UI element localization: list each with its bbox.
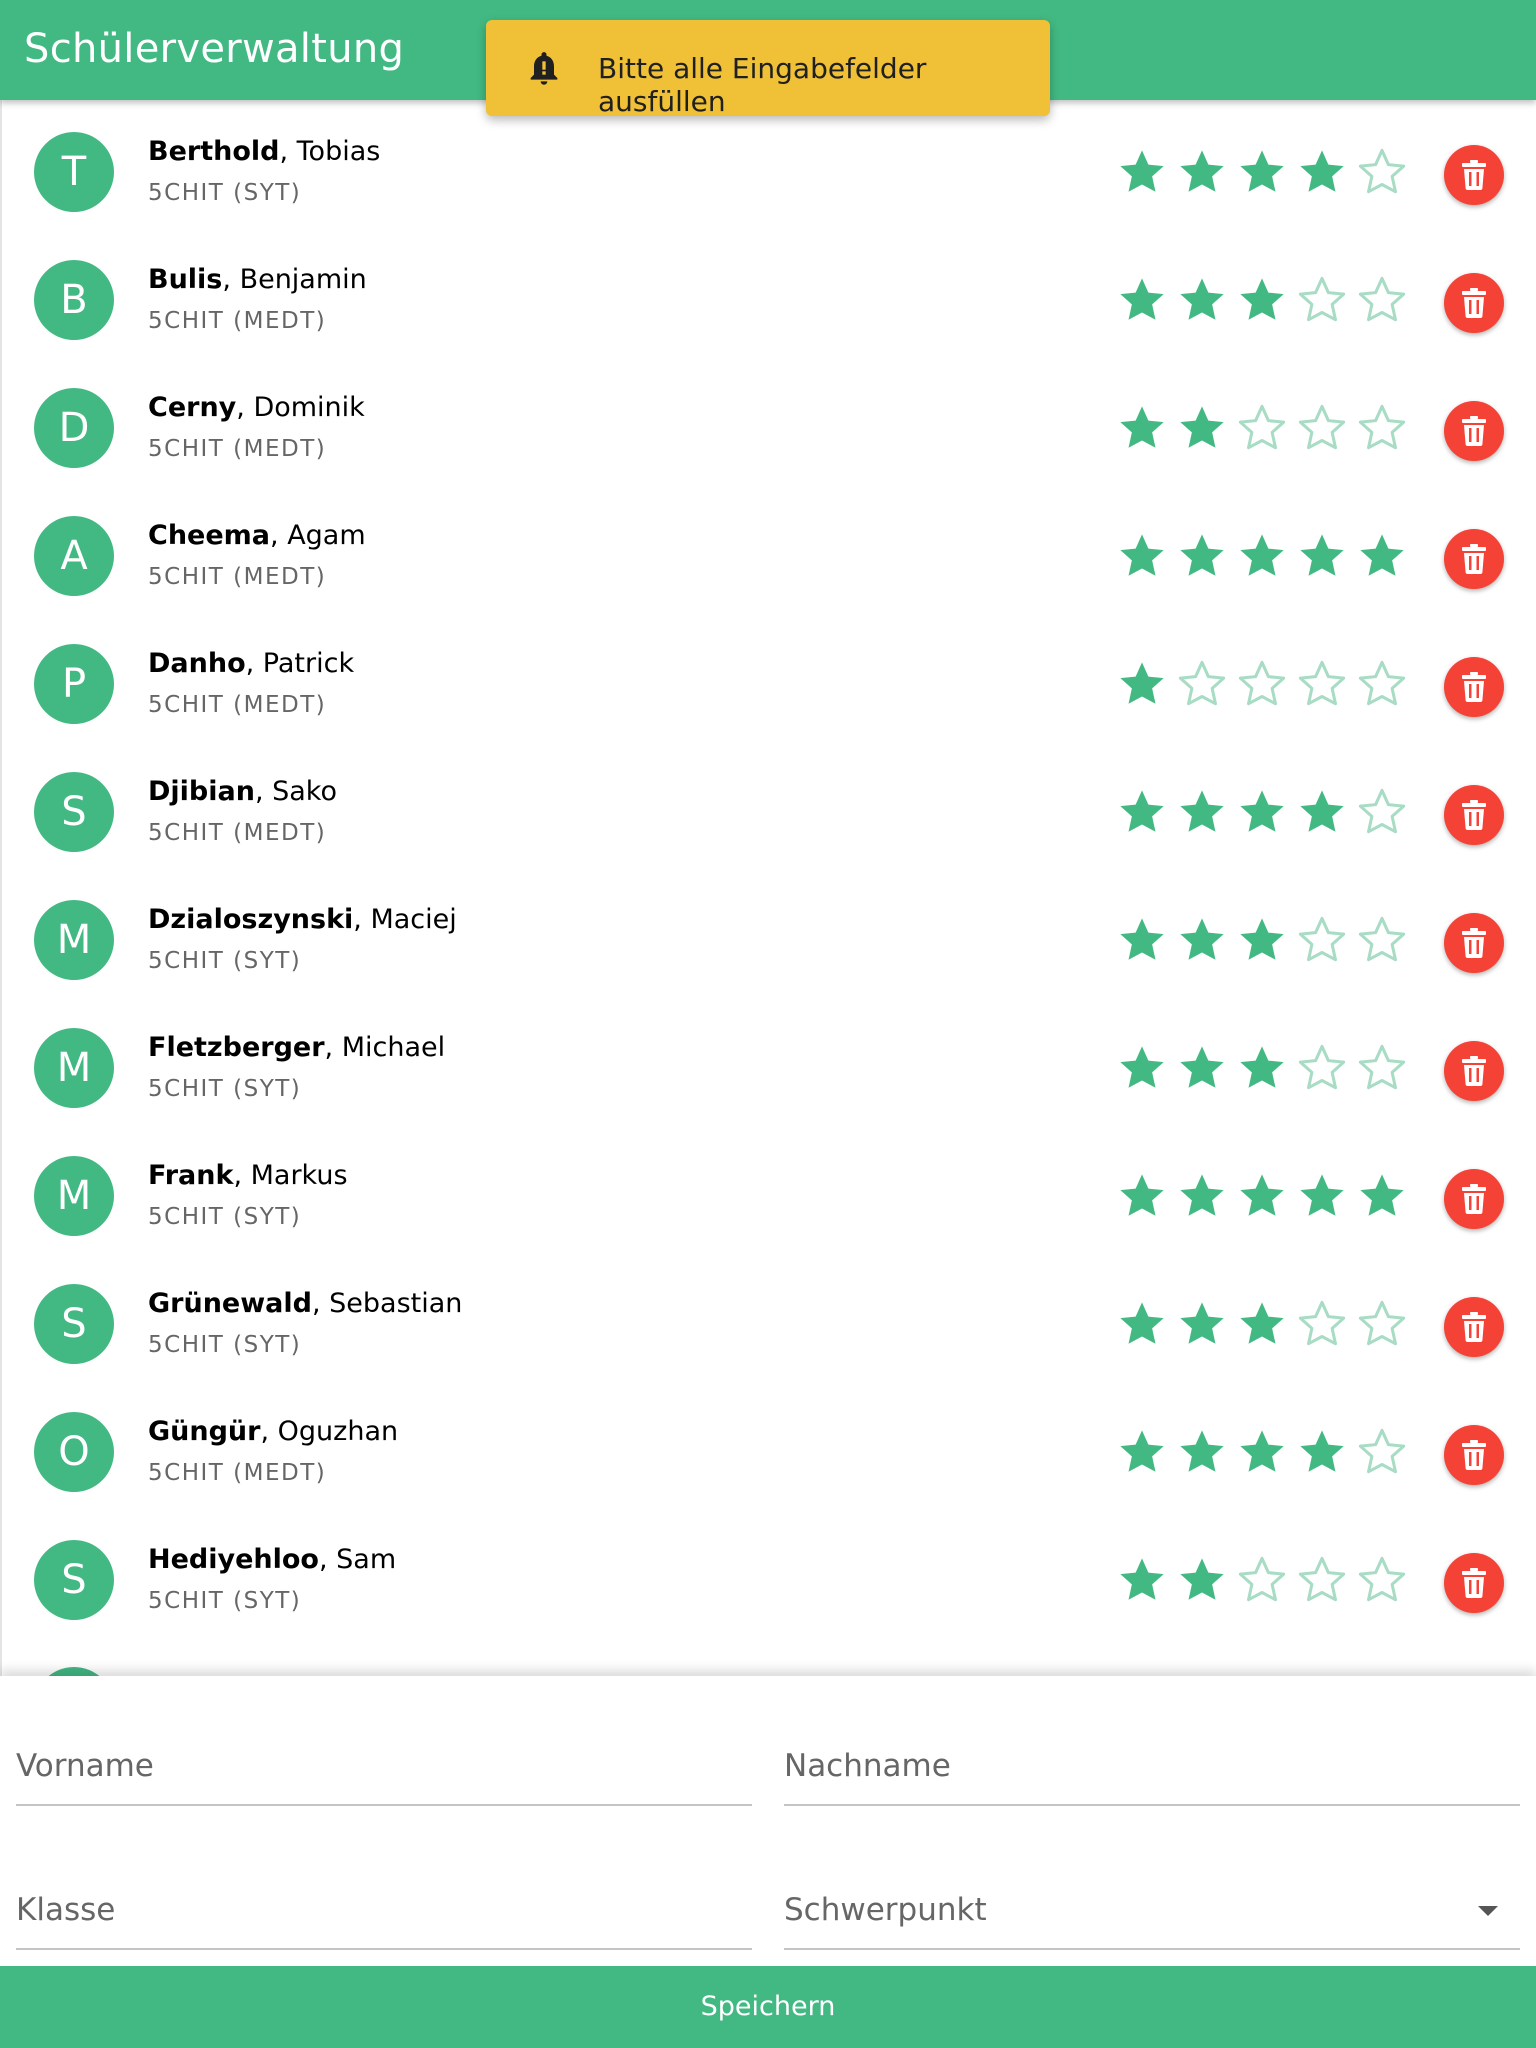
firstname-underline: [16, 1804, 752, 1806]
delete-button[interactable]: [1444, 913, 1504, 973]
student-row[interactable]: [2, 356, 1536, 484]
star-filled-icon[interactable]: [1356, 1170, 1408, 1222]
student-name: [148, 392, 365, 423]
student-firstname: Patrick: [262, 648, 355, 679]
validation-toast: [486, 20, 1050, 116]
avatar-partial: [34, 1667, 114, 1676]
name-separator: ,: [233, 1160, 251, 1191]
star-empty-icon[interactable]: [1356, 1426, 1408, 1478]
name-separator: ,: [254, 776, 273, 807]
lastname-field[interactable]: [784, 1676, 1520, 1806]
star-filled-icon[interactable]: [1236, 1298, 1288, 1350]
student-lastname: Djibian: [148, 776, 255, 807]
name-separator: ,: [279, 136, 297, 167]
star-empty-icon[interactable]: [1356, 146, 1408, 198]
trash-icon: [1461, 288, 1487, 318]
student-lastname: Dzialoszynski: [148, 904, 354, 935]
star-filled-icon[interactable]: [1176, 914, 1228, 966]
star-empty-icon[interactable]: [1176, 658, 1228, 710]
student-lastname: Bulis: [148, 264, 223, 295]
trash-icon: [1461, 1568, 1487, 1598]
student-lastname: Cerny: [148, 392, 237, 423]
student-name: [148, 1160, 348, 1191]
student-row[interactable]: [2, 1252, 1536, 1380]
toast-message: Bitte alle Eingabefelder ausfüllen: [598, 52, 927, 118]
focus-select[interactable]: [784, 1820, 1520, 1950]
star-filled-icon[interactable]: [1296, 1170, 1348, 1222]
star-empty-icon[interactable]: [1236, 658, 1288, 710]
student-name: [148, 1544, 396, 1575]
star-filled-icon[interactable]: [1116, 402, 1168, 454]
lastname-underline: [784, 1804, 1520, 1806]
delete-button[interactable]: [1444, 401, 1504, 461]
star-filled-icon[interactable]: [1236, 530, 1288, 582]
star-empty-icon[interactable]: [1356, 1042, 1408, 1094]
student-class: 5CHIT (MEDT): [148, 820, 327, 846]
student-name: [148, 1416, 398, 1447]
delete-button[interactable]: [1444, 1041, 1504, 1101]
student-row[interactable]: [2, 228, 1536, 356]
star-empty-icon[interactable]: [1356, 658, 1408, 710]
save-button[interactable]: Speichern: [0, 1966, 1536, 2048]
star-empty-icon[interactable]: [1236, 1554, 1288, 1606]
star-filled-icon[interactable]: [1116, 530, 1168, 582]
star-filled-icon[interactable]: [1176, 530, 1228, 582]
app-title: Schülerverwaltung: [24, 26, 405, 72]
student-class: 5CHIT (SYT): [148, 1588, 302, 1614]
trash-icon: [1461, 928, 1487, 958]
delete-button[interactable]: [1444, 785, 1504, 845]
star-filled-icon[interactable]: [1176, 786, 1228, 838]
student-class: 5CHIT (SYT): [148, 1204, 302, 1230]
star-filled-icon[interactable]: [1176, 1554, 1228, 1606]
student-firstname: Maciej: [370, 904, 457, 935]
bell-alert-icon: [524, 48, 564, 88]
firstname-field[interactable]: [16, 1676, 752, 1806]
star-empty-icon[interactable]: [1296, 1554, 1348, 1606]
avatar: A: [34, 516, 114, 596]
student-name: [148, 520, 366, 551]
student-lastname: Danho: [148, 648, 246, 679]
delete-button[interactable]: [1444, 145, 1504, 205]
star-empty-icon[interactable]: [1356, 274, 1408, 326]
trash-icon: [1461, 1440, 1487, 1470]
star-filled-icon[interactable]: [1116, 1042, 1168, 1094]
student-firstname: Sako: [272, 776, 338, 807]
student-class: 5CHIT (SYT): [148, 948, 302, 974]
avatar: T: [34, 132, 114, 212]
star-empty-icon[interactable]: [1296, 274, 1348, 326]
student-row[interactable]: [2, 996, 1536, 1124]
student-lastname: Frank: [148, 1160, 234, 1191]
star-filled-icon[interactable]: [1236, 1426, 1288, 1478]
student-name: [148, 1032, 445, 1063]
delete-button[interactable]: [1444, 529, 1504, 589]
student-name: [148, 1288, 462, 1319]
student-lastname: Hediyehloo: [148, 1544, 319, 1575]
name-separator: ,: [236, 392, 254, 423]
star-filled-icon[interactable]: [1176, 402, 1228, 454]
star-empty-icon[interactable]: [1356, 786, 1408, 838]
star-filled-icon[interactable]: [1236, 274, 1288, 326]
student-firstname: Agam: [287, 520, 366, 551]
star-filled-icon[interactable]: [1116, 1426, 1168, 1478]
lastname-input[interactable]: [784, 1676, 1520, 1806]
star-filled-icon[interactable]: [1116, 274, 1168, 326]
student-name: [148, 776, 337, 807]
star-filled-icon[interactable]: [1356, 530, 1408, 582]
student-row[interactable]: [2, 868, 1536, 996]
avatar: O: [34, 1412, 114, 1492]
student-form: [0, 1676, 1536, 1966]
star-filled-icon[interactable]: [1236, 1042, 1288, 1094]
delete-button[interactable]: [1444, 1169, 1504, 1229]
student-class: 5CHIT (MEDT): [148, 308, 327, 334]
student-lastname: Berthold: [148, 136, 280, 167]
star-filled-icon[interactable]: [1176, 1426, 1228, 1478]
star-filled-icon[interactable]: [1176, 274, 1228, 326]
star-filled-icon[interactable]: [1176, 1042, 1228, 1094]
firstname-input[interactable]: [16, 1676, 752, 1806]
star-empty-icon[interactable]: [1356, 402, 1408, 454]
student-class: 5CHIT (SYT): [148, 1332, 302, 1358]
name-separator: ,: [270, 520, 288, 551]
star-filled-icon[interactable]: [1236, 146, 1288, 198]
trash-icon: [1461, 416, 1487, 446]
star-filled-icon[interactable]: [1176, 1170, 1228, 1222]
name-separator: ,: [311, 1288, 330, 1319]
avatar: B: [34, 260, 114, 340]
avatar: M: [34, 900, 114, 980]
star-empty-icon[interactable]: [1356, 1554, 1408, 1606]
star-empty-icon[interactable]: [1296, 1298, 1348, 1350]
student-row[interactable]: [2, 612, 1536, 740]
student-name: [148, 264, 367, 295]
name-separator: ,: [324, 1032, 342, 1063]
student-row[interactable]: [2, 1508, 1536, 1636]
avatar: S: [34, 772, 114, 852]
star-filled-icon[interactable]: [1116, 914, 1168, 966]
avatar: S: [34, 1284, 114, 1364]
star-filled-icon[interactable]: [1236, 914, 1288, 966]
star-filled-icon[interactable]: [1176, 146, 1228, 198]
trash-icon: [1461, 160, 1487, 190]
avatar: S: [34, 1540, 114, 1620]
class-label: Klasse: [16, 1892, 116, 1928]
student-class: 5CHIT (MEDT): [148, 564, 327, 590]
name-separator: ,: [222, 264, 240, 295]
focus-label: Schwerpunkt: [784, 1892, 987, 1928]
class-field[interactable]: [16, 1820, 752, 1950]
star-empty-icon[interactable]: [1296, 1042, 1348, 1094]
student-lastname: Fletzberger: [148, 1032, 325, 1063]
star-empty-icon[interactable]: [1236, 402, 1288, 454]
avatar: M: [34, 1028, 114, 1108]
delete-button[interactable]: [1444, 657, 1504, 717]
student-firstname: Dominik: [253, 392, 365, 423]
star-empty-icon[interactable]: [1296, 402, 1348, 454]
student-row[interactable]: [2, 740, 1536, 868]
student-firstname: Oguzhan: [277, 1416, 399, 1447]
delete-button[interactable]: [1444, 1553, 1504, 1613]
star-empty-icon[interactable]: [1296, 914, 1348, 966]
star-filled-icon[interactable]: [1176, 1298, 1228, 1350]
trash-icon: [1461, 1184, 1487, 1214]
firstname-label: Vorname: [16, 1748, 154, 1784]
delete-button[interactable]: [1444, 1297, 1504, 1357]
star-filled-icon[interactable]: [1116, 1298, 1168, 1350]
star-filled-icon[interactable]: [1296, 786, 1348, 838]
star-empty-icon[interactable]: [1296, 658, 1348, 710]
star-empty-icon[interactable]: [1356, 914, 1408, 966]
star-filled-icon[interactable]: [1296, 146, 1348, 198]
chevron-down-icon[interactable]: [1478, 1906, 1498, 1916]
student-lastname: Güngür: [148, 1416, 261, 1447]
avatar: D: [34, 388, 114, 468]
student-firstname: Benjamin: [239, 264, 367, 295]
student-lastname: Cheema: [148, 520, 271, 551]
name-separator: ,: [260, 1416, 278, 1447]
name-separator: ,: [318, 1544, 337, 1575]
trash-icon: [1461, 1056, 1487, 1086]
class-underline: [16, 1948, 752, 1950]
delete-button[interactable]: [1444, 1425, 1504, 1485]
focus-underline: [784, 1948, 1520, 1950]
trash-icon: [1461, 800, 1487, 830]
student-lastname: Grünewald: [148, 1288, 312, 1319]
star-filled-icon[interactable]: [1116, 786, 1168, 838]
star-empty-icon[interactable]: [1356, 1298, 1408, 1350]
star-filled-icon[interactable]: [1236, 1170, 1288, 1222]
student-class: 5CHIT (SYT): [148, 1076, 302, 1102]
student-name: [148, 136, 380, 167]
star-filled-icon[interactable]: [1236, 786, 1288, 838]
student-class: 5CHIT (MEDT): [148, 436, 327, 462]
student-firstname: Michael: [341, 1032, 446, 1063]
student-row[interactable]: [2, 1380, 1536, 1508]
student-class: 5CHIT (SYT): [148, 180, 302, 206]
student-class: 5CHIT (MEDT): [148, 692, 327, 718]
avatar: P: [34, 644, 114, 724]
student-firstname: Sam: [336, 1544, 397, 1575]
name-separator: ,: [245, 648, 263, 679]
star-filled-icon[interactable]: [1116, 1170, 1168, 1222]
star-filled-icon[interactable]: [1296, 530, 1348, 582]
student-name: [148, 904, 457, 935]
student-firstname: Tobias: [296, 136, 381, 167]
student-name: [148, 648, 354, 679]
name-separator: ,: [353, 904, 371, 935]
trash-icon: [1461, 544, 1487, 574]
trash-icon: [1461, 1312, 1487, 1342]
student-row[interactable]: [2, 100, 1536, 228]
delete-button[interactable]: [1444, 273, 1504, 333]
star-filled-icon[interactable]: [1116, 146, 1168, 198]
star-filled-icon[interactable]: [1116, 1554, 1168, 1606]
student-firstname: Markus: [250, 1160, 348, 1191]
class-input[interactable]: [16, 1820, 752, 1950]
avatar: M: [34, 1156, 114, 1236]
student-row[interactable]: [2, 484, 1536, 612]
star-filled-icon[interactable]: [1116, 658, 1168, 710]
trash-icon: [1461, 672, 1487, 702]
student-firstname: Sebastian: [329, 1288, 463, 1319]
student-row[interactable]: [2, 1124, 1536, 1252]
star-filled-icon[interactable]: [1296, 1426, 1348, 1478]
student-list[interactable]: [0, 100, 1536, 1676]
student-class: 5CHIT (MEDT): [148, 1460, 327, 1486]
lastname-label: Nachname: [784, 1748, 951, 1784]
